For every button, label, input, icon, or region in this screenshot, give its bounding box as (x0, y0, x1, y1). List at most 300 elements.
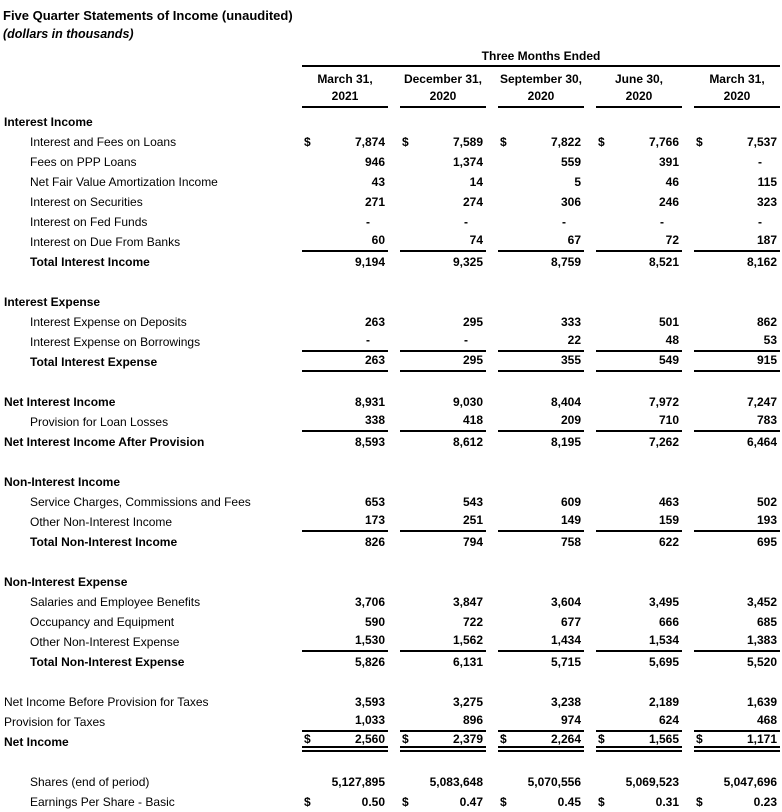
value-cell (498, 612, 584, 632)
row-label: Interest Expense on Borrowings (30, 335, 201, 349)
column-header-q3-2020 (498, 67, 584, 108)
value-text: 5,695 (648, 655, 679, 669)
value-text: 1,383 (746, 633, 777, 647)
table-row (3, 772, 780, 792)
row-label: Net Income Before Provision for Taxes (4, 695, 209, 709)
value-text: 263 (364, 315, 385, 329)
value-text: - (758, 215, 762, 229)
table-row (3, 252, 780, 272)
table-row (3, 492, 780, 512)
value-text: 3,495 (648, 595, 679, 609)
value-cell (302, 132, 388, 152)
value-cell (498, 432, 584, 452)
value-cell (498, 532, 584, 552)
table-row (3, 192, 780, 212)
dollar-sign: $ (598, 135, 605, 149)
value-cell (596, 632, 682, 652)
value-cell (400, 732, 486, 752)
value-text: - (562, 215, 566, 229)
column-header-q1-2020 (694, 67, 780, 108)
value-text: 46 (665, 175, 679, 189)
value-text: 159 (658, 513, 679, 527)
table-column-header-row (3, 67, 780, 108)
value-cell (498, 312, 584, 332)
value-cell (498, 152, 584, 172)
value-text: 8,612 (452, 435, 483, 449)
value-text: 0.50 (361, 795, 385, 809)
value-cell (302, 152, 388, 172)
value-text: 5,069,523 (625, 775, 679, 789)
value-cell (400, 212, 486, 232)
value-cell (596, 492, 682, 512)
value-text: 609 (560, 495, 581, 509)
value-cell (400, 312, 486, 332)
row-label: Total Interest Expense (30, 355, 158, 369)
value-text: - (464, 333, 468, 347)
value-text: 1,530 (354, 633, 385, 647)
value-text: 246 (658, 195, 679, 209)
value-cell (302, 312, 388, 332)
dollar-sign: $ (598, 795, 605, 809)
row-spacer (3, 752, 780, 772)
value-cell (596, 392, 682, 412)
value-cell (596, 192, 682, 212)
value-text: 8,759 (550, 255, 581, 269)
value-cell (498, 232, 584, 252)
value-cell (694, 132, 780, 152)
value-cell (694, 212, 780, 232)
row-label: Interest Expense (4, 295, 101, 309)
value-cell (400, 332, 486, 352)
value-text: 9,194 (354, 255, 385, 269)
value-text: 1,565 (648, 732, 679, 746)
table-span-header-row (3, 49, 780, 67)
value-text: 7,972 (648, 395, 679, 409)
value-cell (400, 772, 486, 792)
table-row (3, 332, 780, 352)
value-text: 8,162 (746, 255, 777, 269)
value-text: 8,521 (648, 255, 679, 269)
row-label: Occupancy and Equipment (30, 615, 175, 629)
value-cell (302, 192, 388, 212)
value-cell (400, 252, 486, 272)
value-text: 6,131 (452, 655, 483, 669)
value-text: 5 (574, 175, 581, 189)
dollar-sign: $ (696, 795, 703, 809)
value-text: 22 (567, 333, 581, 347)
table-row (3, 412, 780, 432)
table-row (3, 512, 780, 532)
dollar-sign: $ (696, 732, 703, 746)
row-label: Interest and Fees on Loans (30, 135, 177, 149)
table-row (3, 132, 780, 152)
value-text: 9,325 (452, 255, 483, 269)
value-cell (498, 512, 584, 532)
value-text: 1,534 (648, 633, 679, 647)
value-text: 468 (756, 713, 777, 727)
dollar-sign: $ (304, 795, 311, 809)
value-text: 624 (658, 713, 679, 727)
value-text: 3,452 (746, 595, 777, 609)
value-cell (498, 392, 584, 412)
row-label: Interest on Securities (30, 195, 143, 209)
value-text: 1,374 (452, 155, 483, 169)
value-cell (498, 632, 584, 652)
table-row (3, 612, 780, 632)
value-text: 1,033 (354, 713, 385, 727)
value-text: 60 (371, 233, 385, 247)
page-title: Five Quarter Statements of Income (unaudited) (3, 8, 293, 23)
row-spacer (3, 552, 780, 572)
row-label: Net Interest Income (4, 395, 116, 409)
value-text: 1,434 (550, 633, 581, 647)
value-cell (498, 172, 584, 192)
column-header-q4-2020 (400, 67, 486, 108)
value-cell (498, 332, 584, 352)
value-cell (400, 392, 486, 412)
value-text: 826 (364, 535, 385, 549)
dollar-sign: $ (402, 732, 409, 746)
value-cell (302, 792, 388, 812)
value-cell (694, 352, 780, 372)
value-text: 1,562 (452, 633, 483, 647)
row-spacer (3, 452, 780, 472)
table-row (3, 652, 780, 672)
value-text: 710 (658, 413, 679, 427)
column-header-date: September 30, (499, 72, 583, 86)
value-cell (302, 592, 388, 612)
value-text: 783 (756, 413, 777, 427)
table-row (3, 172, 780, 192)
table-row (3, 312, 780, 332)
value-cell (400, 192, 486, 212)
value-cell (596, 172, 682, 192)
value-text: 501 (658, 315, 679, 329)
value-text: 67 (567, 233, 581, 247)
value-text: 3,275 (452, 695, 483, 709)
dollar-sign: $ (500, 795, 507, 809)
value-cell (400, 352, 486, 372)
value-cell (498, 132, 584, 152)
value-cell (302, 632, 388, 652)
value-cell (694, 632, 780, 652)
value-text: 0.47 (459, 795, 483, 809)
value-text: 355 (560, 353, 581, 367)
value-text: 14 (469, 175, 483, 189)
value-cell (596, 152, 682, 172)
row-label: Earnings Per Share - Basic (30, 795, 175, 809)
value-cell (302, 612, 388, 632)
column-header-year: 2020 (625, 89, 653, 103)
column-header-year: 2021 (331, 89, 359, 103)
value-text: 306 (560, 195, 581, 209)
value-text: 559 (560, 155, 581, 169)
table-row (3, 152, 780, 172)
value-cell (498, 212, 584, 232)
value-cell (694, 232, 780, 252)
value-text: 896 (462, 713, 483, 727)
value-cell (596, 592, 682, 612)
value-text: 502 (756, 495, 777, 509)
value-text: 9,030 (452, 395, 483, 409)
value-cell (302, 212, 388, 232)
value-text: 3,706 (354, 595, 385, 609)
row-label: Interest on Due From Banks (30, 235, 181, 249)
column-header-year: 2020 (527, 89, 555, 103)
row-label: Total Non-Interest Expense (30, 655, 185, 669)
dollar-sign: $ (500, 732, 507, 746)
value-cell (596, 612, 682, 632)
value-text: 72 (665, 233, 679, 247)
value-text: 263 (364, 353, 385, 367)
value-text: 333 (560, 315, 581, 329)
value-text: 74 (469, 233, 483, 247)
value-text: 5,715 (550, 655, 581, 669)
value-text: 274 (462, 195, 483, 209)
value-text: 677 (560, 615, 581, 629)
value-text: 7,537 (746, 135, 777, 149)
value-text: 3,238 (550, 695, 581, 709)
table-row (3, 632, 780, 652)
value-text: 418 (462, 413, 483, 427)
value-cell (694, 392, 780, 412)
value-cell (302, 172, 388, 192)
row-label: Provision for Loan Losses (30, 415, 169, 429)
table-row (3, 392, 780, 412)
value-cell (596, 332, 682, 352)
row-label: Total Interest Income (30, 255, 150, 269)
value-cell (400, 412, 486, 432)
value-cell (498, 732, 584, 752)
value-cell (596, 232, 682, 252)
value-text: - (366, 333, 370, 347)
value-text: - (758, 155, 762, 169)
row-label: Salaries and Employee Benefits (30, 595, 201, 609)
table-row (3, 432, 780, 452)
value-cell (694, 492, 780, 512)
value-cell (302, 652, 388, 672)
value-cell (400, 612, 486, 632)
value-cell (596, 432, 682, 452)
value-text: 3,604 (550, 595, 581, 609)
dollar-sign: $ (304, 135, 311, 149)
value-text: 5,083,648 (429, 775, 483, 789)
value-text: 543 (462, 495, 483, 509)
value-text: 2,189 (648, 695, 679, 709)
value-text: 3,593 (354, 695, 385, 709)
value-text: 53 (763, 333, 777, 347)
row-label: Non-Interest Income (4, 475, 121, 489)
column-header-q1-2021 (302, 67, 388, 108)
value-text: 590 (364, 615, 385, 629)
row-spacer (3, 272, 780, 292)
page-subtitle: (dollars in thousands) (3, 27, 134, 41)
table-row (3, 732, 780, 752)
value-text: 0.31 (655, 795, 679, 809)
value-text: 1,171 (746, 732, 777, 746)
value-text: 8,404 (550, 395, 581, 409)
value-cell (400, 652, 486, 672)
value-cell (596, 312, 682, 332)
span-header: Three Months Ended (302, 49, 780, 67)
row-label: Provision for Taxes (4, 715, 106, 729)
value-text: 974 (560, 713, 581, 727)
value-cell (498, 772, 584, 792)
value-cell (694, 692, 780, 712)
value-text: 48 (665, 333, 679, 347)
value-cell (498, 652, 584, 672)
value-cell (694, 192, 780, 212)
table-row (3, 712, 780, 732)
value-text: 187 (756, 233, 777, 247)
income-table-body (3, 112, 780, 812)
value-text: 2,379 (452, 732, 483, 746)
table-row (3, 352, 780, 372)
value-cell (694, 612, 780, 632)
value-text: 8,931 (354, 395, 385, 409)
column-header-spacer (3, 67, 290, 108)
table-row (3, 232, 780, 252)
value-text: 149 (560, 513, 581, 527)
value-cell (596, 692, 682, 712)
value-cell (694, 652, 780, 672)
table-row (3, 292, 780, 312)
value-cell (498, 412, 584, 432)
value-cell (498, 692, 584, 712)
value-text: 8,195 (550, 435, 581, 449)
value-cell (400, 172, 486, 192)
value-cell (694, 332, 780, 352)
value-text: 7,766 (648, 135, 679, 149)
value-text: 43 (371, 175, 385, 189)
table-row (3, 212, 780, 232)
value-text: 862 (756, 315, 777, 329)
value-text: 5,826 (354, 655, 385, 669)
dollar-sign: $ (402, 795, 409, 809)
value-text: 323 (756, 195, 777, 209)
table-row (3, 692, 780, 712)
value-text: 653 (364, 495, 385, 509)
value-cell (302, 772, 388, 792)
dollar-sign: $ (304, 732, 311, 746)
dollar-sign: $ (696, 135, 703, 149)
value-text: 722 (462, 615, 483, 629)
value-text: 1,639 (746, 695, 777, 709)
table-row (3, 532, 780, 552)
value-cell (694, 172, 780, 192)
value-cell (694, 512, 780, 532)
value-text: 7,589 (452, 135, 483, 149)
value-cell (596, 772, 682, 792)
value-cell (302, 332, 388, 352)
value-cell (694, 772, 780, 792)
value-cell (694, 592, 780, 612)
value-cell (498, 352, 584, 372)
value-text: 685 (756, 615, 777, 629)
value-cell (400, 132, 486, 152)
value-cell (400, 492, 486, 512)
column-header-year: 2020 (429, 89, 457, 103)
value-text: 695 (756, 535, 777, 549)
value-cell (596, 652, 682, 672)
value-cell (302, 712, 388, 732)
value-text: 209 (560, 413, 581, 427)
value-cell (498, 192, 584, 212)
value-text: 7,262 (648, 435, 679, 449)
column-header-date: June 30, (614, 72, 664, 86)
row-label: Non-Interest Expense (4, 575, 128, 589)
value-cell (596, 512, 682, 532)
value-cell (400, 712, 486, 732)
row-label: Fees on PPP Loans (30, 155, 137, 169)
table-row (3, 572, 780, 592)
value-cell (302, 232, 388, 252)
value-cell (596, 532, 682, 552)
value-cell (498, 252, 584, 272)
value-cell (400, 152, 486, 172)
value-text: 5,127,895 (331, 775, 385, 789)
value-text: 0.45 (557, 795, 581, 809)
column-header-date: March 31, (709, 72, 765, 86)
value-text: 338 (364, 413, 385, 427)
value-text: 622 (658, 535, 679, 549)
row-spacer (3, 672, 780, 692)
value-cell (694, 792, 780, 812)
value-cell (596, 732, 682, 752)
value-text: - (366, 215, 370, 229)
value-cell (498, 712, 584, 732)
value-cell (498, 492, 584, 512)
value-text: - (464, 215, 468, 229)
row-label: Interest Income (4, 115, 93, 129)
value-cell (400, 532, 486, 552)
value-cell (694, 532, 780, 552)
value-cell (596, 132, 682, 152)
value-text: 295 (462, 353, 483, 367)
value-cell (694, 712, 780, 732)
value-text: 8,593 (354, 435, 385, 449)
value-cell (302, 732, 388, 752)
row-label: Net Income (4, 735, 69, 749)
value-text: 794 (462, 535, 483, 549)
value-text: 5,520 (746, 655, 777, 669)
row-label: Other Non-Interest Income (30, 515, 173, 529)
column-header-year: 2020 (723, 89, 751, 103)
value-cell (400, 432, 486, 452)
value-text: 5,070,556 (527, 775, 581, 789)
value-text: 295 (462, 315, 483, 329)
row-label: Total Non-Interest Income (30, 535, 178, 549)
value-cell (596, 412, 682, 432)
value-text: 391 (658, 155, 679, 169)
value-text: 549 (658, 353, 679, 367)
row-spacer (3, 372, 780, 392)
value-text: 666 (658, 615, 679, 629)
table-row (3, 592, 780, 612)
dollar-sign: $ (500, 135, 507, 149)
value-cell (694, 432, 780, 452)
row-label: Net Interest Income After Provision (4, 435, 205, 449)
value-cell (302, 492, 388, 512)
value-text: 193 (756, 513, 777, 527)
value-cell (302, 252, 388, 272)
value-cell (694, 252, 780, 272)
value-cell (596, 792, 682, 812)
value-cell (302, 412, 388, 432)
value-cell (400, 512, 486, 532)
value-text: 915 (756, 353, 777, 367)
value-cell (302, 692, 388, 712)
